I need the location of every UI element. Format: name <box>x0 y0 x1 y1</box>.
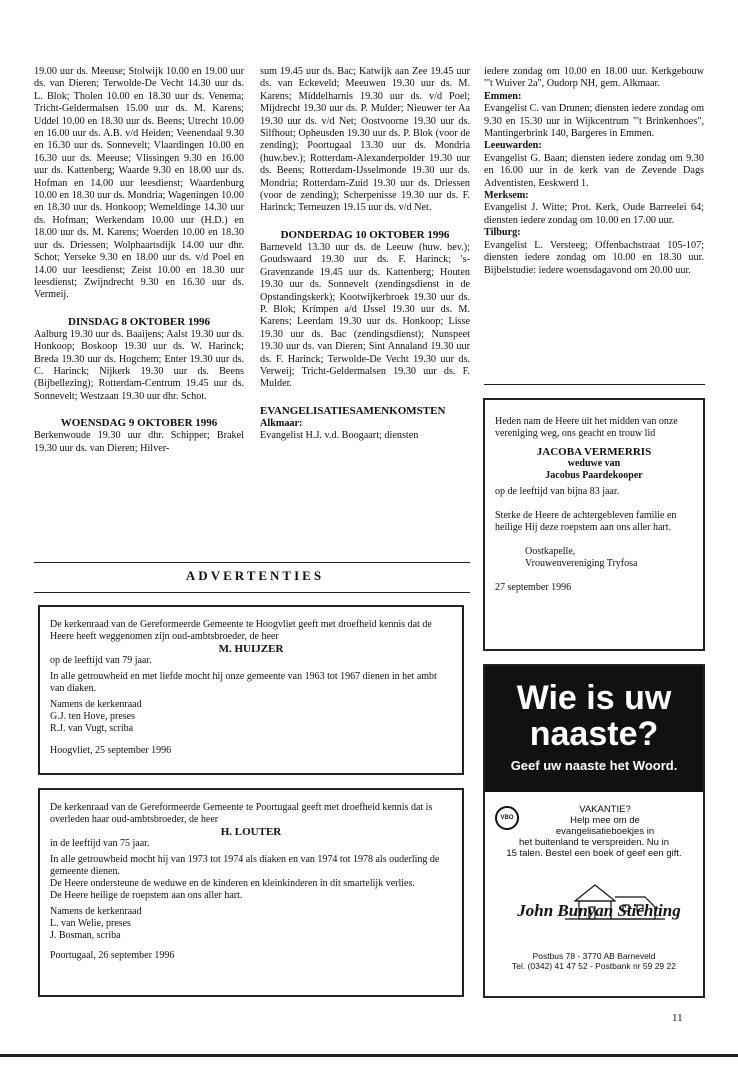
column-1 <box>34 66 244 455</box>
divider <box>34 592 470 593</box>
heading-donderdag: DONDERDAG 10 OKTOBER 1996 <box>280 228 450 241</box>
ad-age: op de leeftijd van 79 jaar. <box>50 655 152 666</box>
paragraph: iedere zondag om 10.00 en 18.00 uur. Kerkgebouw "'t Wuiver 2a", Oudorp NH, gem. Alkmaar. <box>484 66 704 90</box>
ad-text: VAKANTIE? <box>579 804 631 815</box>
ad-phone: Tel. (0342) 41 47 52 - Postbank nr 59 29 22 <box>512 961 676 971</box>
label-emmen: Emmen: <box>484 90 522 102</box>
ad-signature: Oostkapelle, <box>525 546 576 557</box>
paragraph: Aalburg 19.30 uur ds. Baaijens; Aalst 19.30 uur ds. Honkoop; Boskoop 19.30 uur ds. W. Harinck; Breda 19.30 uur ds. Hogchem; Enter 19.30 uur ds. C. Harinck; Nijkerk 19.30 uur ds. Beens (Bijbellezing); Rotterdam-Centrum 19.45 uur ds. Sonnevelt; Westzaan 19.30 uur dhr. Schot. <box>34 328 244 402</box>
ad-age: op de leeftijd van bijna 83 jaar. <box>495 486 620 497</box>
advertenties-heading: ADVERTENTIES <box>185 568 325 583</box>
vbo-logo-icon: VBO <box>495 806 519 830</box>
paragraph: Evangelist H.J. v.d. Boogaart; diensten <box>260 430 419 442</box>
ad-subtitle: Jacobus Paardekooper <box>545 470 643 481</box>
brand-name: John Bunyan Stichting <box>517 901 681 920</box>
ad-name: JACOBA VERMERRIS <box>536 446 652 458</box>
paragraph: Berkenwoude 19.30 uur dhr. Schipper; Brakel 19.30 uur ds. van Dieren; Hilver- <box>34 430 244 454</box>
paragraph: Evangelist C. van Drunen; diensten iedere zondag om 9.30 en 15.30 uur in Wijkcentrum "'t Brinkenhoes", Mantingerbrink 140, Bargeres in Emmen. <box>484 103 704 140</box>
paragraph: Evangelist J. Witte; Prot. Kerk, Oude Barreelei 64; diensten iedere zondag om 10.00 en 17.00 uur. <box>484 202 704 226</box>
ad-intro: De kerkenraad van de Gereformeerde Gemeente te Poortugaal geeft met droefheid kennis dat is overleden haar oud-ambtsbroeder, de heer <box>50 802 433 825</box>
ad-vermerris <box>483 398 705 651</box>
ad-intro: De kerkenraad van de Gereformeerde Gemeente te Hoogvliet geeft met droefheid kennis dat de Heere heeft weggenomen zijn oud-ambtsbroeder, de heer <box>50 619 432 642</box>
ad-signature: R.J. van Vugt, scriba <box>50 723 134 734</box>
column-3 <box>484 66 704 277</box>
ad-place-date: Hoogvliet, 25 september 1996 <box>50 745 172 756</box>
ad-headline: Wie is uw <box>516 679 672 717</box>
ad-body: De Heere ondersteune de weduwe en de kinderen en kleinkinderen in dit smartelijk verlies. <box>50 878 415 889</box>
ad-signature: G.J. ten Hove, preses <box>50 711 135 722</box>
ad-body: In alle getrouwheid mocht hij van 1973 tot 1974 als diaken en van 1974 tot 1978 als ouderling de gemeente dienen. <box>50 854 440 877</box>
ad-name: H. LOUTER <box>220 826 282 838</box>
paragraph: sum 19.45 uur ds. Bac; Katwijk aan Zee 19.45 uur ds. van Eckeveld; Meeuwen 19.30 uur ds. M. Karens; Middelharnis 19.30 uur ds. v/d Poel; Mijdrecht 19.30 uur ds. P. Mulder; Nieuwer ter Aa 19.30 uur ds. v/d Net; Oostvoorne 19.30 uur ds. Silfhout; Opheusden 19.30 uur ds. P. Blok (voor de zending); Poortugaal 13.30 uur ds. Mondria (huw.bev.); Rotterdam-Alexanderpolder 19.30 uur ds. Beens; Rotterdam-IJsselmonde 19.30 uur ds. Mondria; Rotterdam-Zuid 19.30 uur ds. Driessen (voor de zending); Scherpenisse 19.30 uur ds. F. Harinck; Terneuzen 19.15 uur ds. v/d Net. <box>260 66 470 214</box>
label-tilburg: Tilburg: <box>484 227 521 239</box>
page-number: 11 <box>672 1012 683 1024</box>
ad-age: in de leeftijd van 75 jaar. <box>50 838 150 849</box>
heading-woensdag: WOENSDAG 9 OKTOBER 1996 <box>60 417 218 430</box>
paragraph: 19.00 uur ds. Meeuse; Stolwijk 10.00 en 19.00 uur ds. van Dieren; Terwolde-De Vecht 14.30 uur ds. L. Blok; Tholen 10.00 en 18.30 uur ds. Venema; Tricht-Geldermalsen 15.00 uur ds. M. Karens; Uddel 10.00 en 18.30 uur ds. Beens; Utrecht 10.00 en 16.00 uur ds. A.B. v/d Heiden; Veenendaal 9.30 en 16.30 uur ds. Sonnevelt; Vlaardingen 10.00 en 16.30 uur ds. Meeuse; Vlissingen 9.30 en 16.00 uur ds. Kattenberg; Waarde 9.30 en 18.00 uur ds. Hofman en 14.00 uur leesdienst; Waardenburg 10.00 en 18.30 uur ds. Mondria; Wageningen 10.00 en 18.30 uur ds. Honkoop; Wemeldinge 14.30 uur ds. Hofman; Werkendam 10.00 uur (H.D.) en 18.00 uur ds. M. Karens; Woerden 10.00 en 18.30 uur ds. Driessen; Wolphaartsdijk 14.00 uur dhr. Schot; Yerseke 9.30 en 18.00 uur ds. v/d Poel en 14.00 uur leesdienst; Zeist 10.00 en 18.30 uur leesdienst; Zwijndrecht 9.30 en 16.30 uur ds. Vermeij. <box>34 66 244 301</box>
heading-dinsdag: DINSDAG 8 OKTOBER 1996 <box>68 315 210 328</box>
divider <box>484 384 705 385</box>
ad-address: Postbus 78 - 3770 AB Barneveld <box>532 951 656 961</box>
ad-name: M. HUIJZER <box>218 643 284 655</box>
label-leeuwarden: Leeuwarden: <box>484 140 542 152</box>
paragraph: Evangelist L. Versteeg; Offenbachstraat 105-107; diensten iedere zondag om 10.00 en 18.30 uur. Bijbelstudie: iedere woensdagavond om 20.00 uur. <box>484 239 704 276</box>
ad-banner <box>485 666 703 792</box>
ad-headline: naaste? <box>529 715 659 753</box>
ad-text: 15 talen. Bestel een boek of geef een gift. <box>506 848 682 859</box>
ad-signature: Namens de kerkenraad <box>50 699 142 710</box>
ad-signature: Vrouwenvereniging Tryfosa <box>525 558 638 569</box>
column-2 <box>260 66 470 443</box>
bottom-border <box>0 1054 738 1057</box>
ad-intro: Heden nam de Heere uit het midden van onze vereniging weg, ons geacht en trouw lid <box>495 416 678 439</box>
paragraph: Evangelist G. Baan; diensten iedere zondag om 9.30 en 16.00 uur in de kerk van de Zevende Dags Adventisten, Eeskwerd 1. <box>484 152 704 189</box>
ad-subtitle: weduwe van <box>567 458 621 469</box>
ad-signature: J. Bosman, scriba <box>50 930 121 941</box>
ad-signature: L. van Welie, preses <box>50 918 131 929</box>
ad-body <box>485 792 703 971</box>
label-merksem: Merksem: <box>484 190 529 202</box>
ad-louter <box>38 788 464 997</box>
ad-place-date: Poortugaal, 26 september 1996 <box>50 950 175 961</box>
ad-body: De Heere heilige de roepstem aan ons aller hart. <box>50 890 243 901</box>
heading-evangelisatie: EVANGELISATIESAMENKOMSTEN <box>260 404 446 417</box>
ad-text: Help mee om de <box>570 815 640 826</box>
ad-huijzer <box>38 605 464 775</box>
ad-text: evangelisatieboekjes in <box>555 826 655 837</box>
ad-tagline: Geef uw naaste het Woord. <box>510 758 678 773</box>
ad-john-bunyan <box>483 664 705 998</box>
divider <box>34 562 470 563</box>
paragraph: Barneveld 13.30 uur ds. de Leeuw (huw. bev.); Goudswaard 19.30 uur ds. F. Harinck; 's-Gravenzande 19.45 uur ds. Kattenberg; Houten 19.30 uur ds. Sonnevelt (zendingsdienst in de Opstandingskerk); Kootwijkerbroek 19.30 uur ds. P. Blok; Krimpen a/d IJssel 19.30 uur ds. M. Karens; Leerdam 19.30 uur ds. Honkoop; Lisse 19.30 uur ds. Bac (zendingsdienst); Nunspeet 19.30 uur ds. van Dieren; Sint Annaland 19.30 uur ds. F. Harinck; Terwolde-De Vecht 19.30 uur ds. Verweij; Tricht-Geldermalsen 19.30 uur ds. F. Mulder. <box>260 241 470 390</box>
ad-body: Sterke de Heere de achtergebleven familie en heilige Hij deze roepstem aan ons aller hart. <box>495 510 677 533</box>
john-bunyan-logo <box>491 873 697 943</box>
label-alkmaar: Alkmaar: <box>260 417 303 429</box>
ad-text: het buitenland te verspreiden. Nu in <box>519 837 669 848</box>
ad-footer <box>491 951 697 971</box>
ad-body: In alle getrouwheid en met liefde mocht hij onze gemeente van 1963 tot 1967 dienen in het ambt van diaken. <box>50 671 437 694</box>
ad-signature: Namens de kerkenraad <box>50 906 142 917</box>
ad-date: 27 september 1996 <box>495 582 572 593</box>
